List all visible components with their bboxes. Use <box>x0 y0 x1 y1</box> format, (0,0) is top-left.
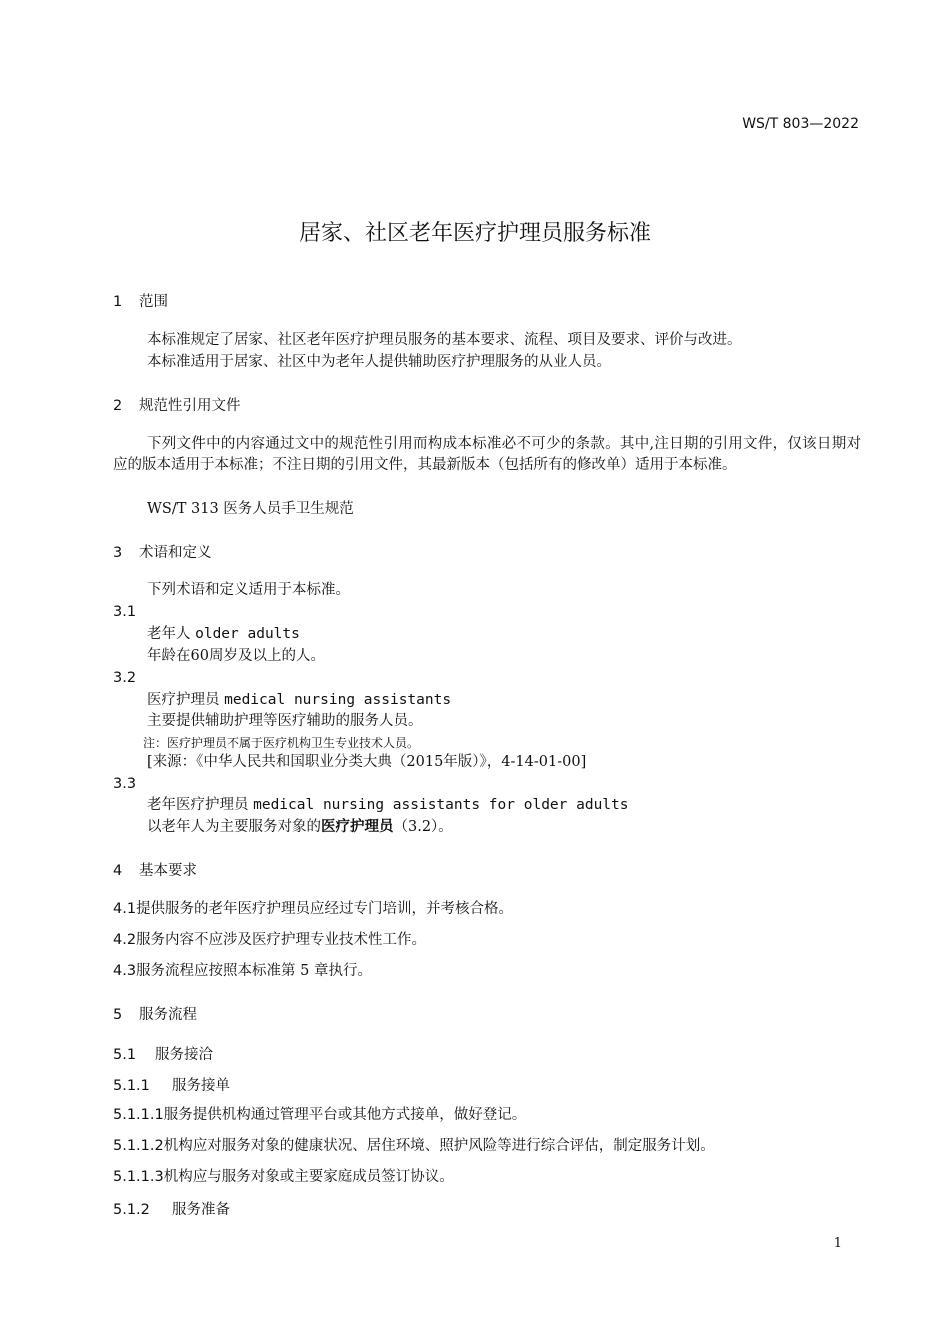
term-3-3-number: 3.3 <box>113 776 137 792</box>
term-en: medical nursing assistants for older adults <box>253 797 629 813</box>
section-2-heading <box>113 394 241 415</box>
section-number: 3 <box>113 545 123 561</box>
section-number: 4 <box>113 863 123 879</box>
section-1-heading <box>113 290 168 311</box>
subsection-title: 服务准备 <box>172 1202 230 1218</box>
section-3-heading <box>113 541 212 562</box>
section-5-heading <box>113 1003 197 1024</box>
term-3-3 <box>147 795 629 816</box>
clause-5-1-1-1 <box>113 1105 526 1126</box>
references-paragraph: 下列文件中的内容通过文中的规范性引用而构成本标准必不可少的条款。其中,注日期的引用文件，仅该日期对应的版本适用于本标准；不注日期的引用文件，其最新版本（包括所有的修改单）适用于本标准。 <box>113 436 861 473</box>
clause-4-2 <box>113 930 426 951</box>
section-title: 范围 <box>139 294 168 310</box>
subsection-number: 5.1.1 <box>113 1078 150 1094</box>
subsection-5-1-2-heading <box>113 1198 230 1219</box>
clause-text: 服务流程应按照本标准第 5 章执行。 <box>136 963 373 979</box>
clause-text: 机构应与服务对象或主要家庭成员签订协议。 <box>163 1169 454 1185</box>
section-title: 规范性引用文件 <box>139 398 241 414</box>
clause-number: 4.2 <box>113 932 137 948</box>
reference-item: WS/T 313 医务人员手卫生规范 <box>147 501 354 517</box>
section-number: 1 <box>113 294 123 310</box>
section-number: 5 <box>113 1007 123 1023</box>
term-3-1 <box>147 624 300 645</box>
document-title: 居家、社区老年医疗护理员服务标准 <box>298 221 651 246</box>
term-en: medical nursing assistants <box>224 692 452 708</box>
term-3-2-number: 3.2 <box>113 670 137 686</box>
clause-text: 机构应对服务对象的健康状况、居住环境、照护风险等进行综合评估，制定服务计划。 <box>163 1138 715 1154</box>
term-3-2 <box>147 690 451 711</box>
cross-reference-term: 医疗护理员 <box>321 819 394 835</box>
subsection-title: 服务接单 <box>172 1078 230 1094</box>
term-cn: 老年人 <box>147 626 191 642</box>
subsection-title: 服务接洽 <box>155 1047 213 1063</box>
subsection-5-1-1-heading <box>113 1074 230 1095</box>
clause-5-1-1-2 <box>113 1136 715 1157</box>
term-3-1-definition: 年龄在60周岁及以上的人。 <box>147 648 325 664</box>
subsection-number: 5.1.2 <box>113 1202 150 1218</box>
clause-4-3 <box>113 961 372 982</box>
clause-4-1 <box>113 899 513 920</box>
clause-number: 4.3 <box>113 963 137 979</box>
clause-number: 4.1 <box>113 901 137 917</box>
clause-5-1-1-3 <box>113 1167 454 1188</box>
clause-number: 5.1.1.3 <box>113 1169 164 1185</box>
term-cn: 老年医疗护理员 <box>147 797 249 813</box>
term-3-2-definition: 主要提供辅助护理等医疗辅助的服务人员。 <box>147 713 423 729</box>
scope-paragraph-2: 本标准适用于居家、社区中为老年人提供辅助医疗护理服务的从业人员。 <box>147 354 611 370</box>
subsection-number: 5.1 <box>113 1047 137 1063</box>
clause-number: 5.1.1.1 <box>113 1107 164 1123</box>
term-en: older adults <box>195 626 300 642</box>
term-3-2-note: 注：医疗护理员不属于医疗机构卫生专业技术人员。 <box>143 736 420 750</box>
subsection-5-1-heading <box>113 1043 213 1064</box>
term-3-3-definition <box>147 817 453 838</box>
section-title: 基本要求 <box>139 863 197 879</box>
clause-text: 提供服务的老年医疗护理员应经过专门培训，并考核合格。 <box>136 901 514 917</box>
section-4-heading <box>113 859 197 880</box>
terms-intro: 下列术语和定义适用于本标准。 <box>147 582 350 598</box>
clause-number: 5.1.1.2 <box>113 1138 164 1154</box>
section-title: 术语和定义 <box>139 545 212 561</box>
scope-paragraph-1: 本标准规定了居家、社区老年医疗护理员服务的基本要求、流程、项目及要求、评价与改进。 <box>147 332 742 348</box>
definition-text: 以老年人为主要服务对象的 <box>147 819 321 835</box>
definition-reference: （3.2）。 <box>393 819 453 835</box>
standard-code: WS/T 803—2022 <box>742 116 859 132</box>
page-number: 1 <box>833 1236 842 1251</box>
clause-text: 服务内容不应涉及医疗护理专业技术性工作。 <box>136 932 427 948</box>
term-cn: 医疗护理员 <box>147 692 220 708</box>
section-number: 2 <box>113 398 123 414</box>
term-3-1-number: 3.1 <box>113 604 137 620</box>
section-title: 服务流程 <box>139 1007 197 1023</box>
clause-text: 服务提供机构通过管理平台或其他方式接单，做好登记。 <box>163 1107 527 1123</box>
term-3-2-source: [来源：《中华人民共和国职业分类大典（2015年版）》，4-14-01-00] <box>147 754 587 770</box>
